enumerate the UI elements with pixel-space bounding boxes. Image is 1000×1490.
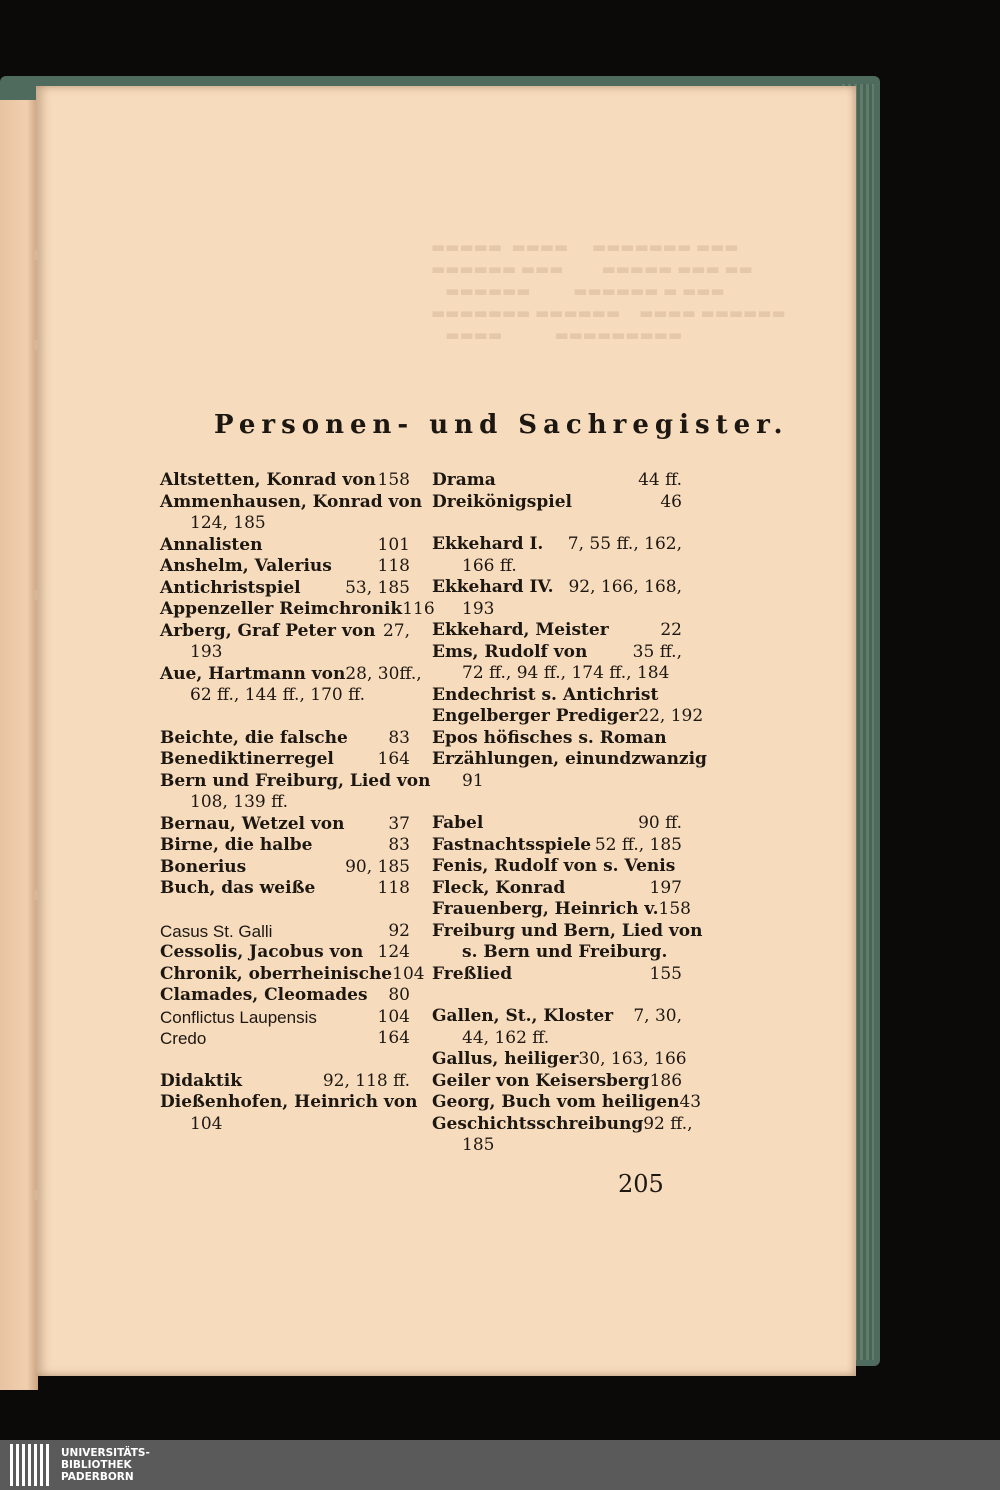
index-page-ref: 43 bbox=[679, 1092, 702, 1112]
index-entry-line bbox=[432, 706, 704, 728]
index-entry bbox=[432, 1092, 702, 1114]
section-gap bbox=[432, 513, 682, 534]
index-page-ref: 28, 30ff., bbox=[345, 663, 422, 684]
index-entry-line bbox=[160, 1071, 410, 1093]
index-entry-line bbox=[160, 963, 425, 986]
index-entry bbox=[160, 857, 410, 879]
binding-stitch bbox=[34, 590, 38, 600]
index-term: Ekkehard IV. bbox=[432, 577, 554, 597]
index-page-ref: 53, 185 bbox=[345, 577, 410, 598]
index-term: Casus St. Galli bbox=[160, 921, 273, 941]
index-page-ref: 124, 185 bbox=[190, 513, 266, 533]
index-page-ref: 104 bbox=[377, 1006, 410, 1027]
index-page-ref: 164 bbox=[377, 1028, 410, 1048]
index-entry bbox=[160, 749, 410, 771]
index-entry bbox=[432, 835, 682, 857]
index-term: Erzählungen, einundzwanzig bbox=[432, 749, 707, 769]
index-term: Ekkehard, Meister bbox=[432, 620, 609, 640]
index-page-ref: 44 ff. bbox=[638, 470, 682, 490]
index-page-ref: 22, 192 bbox=[638, 706, 704, 726]
binding-stitch bbox=[34, 340, 38, 350]
index-term: Epos höfisches s. Roman bbox=[432, 727, 667, 748]
index-entry-line bbox=[160, 1114, 410, 1136]
index-entry bbox=[432, 878, 682, 900]
index-term: Fastnachtsspiele bbox=[432, 834, 592, 855]
index-page-ref: 27, bbox=[382, 620, 410, 641]
index-entry bbox=[432, 1071, 682, 1093]
index-entry bbox=[432, 964, 682, 986]
page-number: 205 bbox=[618, 1170, 664, 1198]
index-entry-line bbox=[432, 642, 682, 664]
index-term: Fabel bbox=[432, 813, 484, 833]
index-entry-line bbox=[432, 685, 682, 707]
index-page-ref: 7, 30, bbox=[633, 1006, 682, 1026]
index-page-ref: 193 bbox=[190, 642, 223, 662]
index-entry-line bbox=[160, 685, 410, 707]
library-footer bbox=[0, 1440, 1000, 1490]
index-page-ref: 90, 185 bbox=[345, 856, 410, 877]
index-term: Anshelm, Valerius bbox=[160, 556, 332, 576]
index-entry-line bbox=[432, 920, 703, 943]
index-entry bbox=[432, 749, 707, 792]
index-page-ref: 158 bbox=[658, 899, 691, 919]
index-page-ref: 185 bbox=[462, 1135, 495, 1155]
index-term: Bern und Freiburg, Lied von bbox=[160, 770, 431, 791]
index-entry-line bbox=[432, 856, 682, 878]
index-entry-line bbox=[432, 942, 682, 964]
library-name-line: PADERBORN bbox=[61, 1471, 134, 1483]
index-entry-line bbox=[160, 728, 410, 750]
index-page-ref: 155 bbox=[649, 963, 682, 984]
index-entry-line bbox=[432, 771, 682, 793]
index-page-ref: 92 ff., bbox=[643, 1113, 693, 1134]
index-term: Endechrist s. Antichrist bbox=[432, 684, 659, 705]
index-entry-line bbox=[432, 534, 682, 556]
index-entry bbox=[160, 963, 425, 986]
index-term: Annalisten bbox=[160, 534, 263, 555]
index-entry bbox=[160, 835, 410, 857]
index-page-ref: 118 bbox=[377, 878, 410, 898]
index-entry-line bbox=[432, 835, 682, 857]
index-entry-line bbox=[432, 728, 682, 750]
index-entry-line bbox=[160, 599, 435, 621]
show-through-text: ▬▬▬▬▬ ▬▬▬▬ ▬▬▬▬▬▬▬ ▬▬▬ ▬▬▬▬▬▬ ▬▬▬ ▬▬▬▬▬ ▬▬▬ ▬▬ ▬▬▬▬▬▬ ▬▬▬▬▬▬ ▬ ▬▬▬ ▬▬▬▬▬▬▬ ▬▬▬▬▬▬ ▬▬▬▬ ▬▬▬▬▬▬ ▬▬▬▬ ▬▬▬▬▬▬▬▬▬ bbox=[431, 238, 786, 344]
index-entry bbox=[432, 577, 682, 620]
index-entry-line bbox=[432, 577, 682, 599]
index-page-ref: 22 bbox=[660, 620, 682, 640]
index-term: Frauenberg, Heinrich v. bbox=[432, 899, 659, 919]
index-term: Benediktinerregel bbox=[160, 749, 334, 769]
section-gap bbox=[160, 707, 410, 728]
index-entry-line bbox=[432, 1006, 682, 1028]
index-entry-line bbox=[432, 878, 682, 900]
index-entry bbox=[160, 878, 410, 900]
section-gap bbox=[160, 900, 410, 921]
index-term: Beichte, die falsche bbox=[160, 727, 348, 748]
index-page-ref: 186 bbox=[649, 1070, 683, 1091]
index-term: Freiburg und Bern, Lied von bbox=[432, 920, 703, 941]
index-page-ref: 118 bbox=[377, 556, 410, 576]
section-gap bbox=[432, 985, 682, 1006]
index-page-ref: 164 bbox=[377, 749, 410, 769]
index-entry-line bbox=[160, 792, 410, 814]
index-term: Dreikönigspiel bbox=[432, 491, 572, 512]
index-entry bbox=[160, 1092, 418, 1135]
index-page-ref: 80 bbox=[388, 985, 410, 1005]
index-term: Altstetten, Konrad von bbox=[160, 470, 376, 490]
index-entry bbox=[432, 470, 682, 492]
index-term: Geschichtsschreibung bbox=[432, 1113, 644, 1134]
index-entry bbox=[160, 663, 422, 707]
index-term: s. Bern und Freiburg. bbox=[462, 942, 668, 962]
index-entry bbox=[160, 470, 410, 492]
index-entry-line bbox=[432, 1028, 682, 1050]
index-page-ref: 197 bbox=[649, 877, 682, 898]
index-entry-line bbox=[160, 491, 423, 514]
index-entry-line bbox=[160, 513, 410, 535]
index-term: Fenis, Rudolf von s. Venis bbox=[432, 856, 676, 876]
index-page-ref: 108, 139 ff. bbox=[190, 792, 288, 812]
library-name-line: BIBLIOTHEK bbox=[61, 1459, 132, 1471]
index-page-ref: 124 bbox=[377, 942, 410, 962]
index-entry bbox=[160, 1007, 410, 1029]
index-entry bbox=[432, 856, 682, 878]
index-entry bbox=[160, 578, 410, 600]
index-entry bbox=[432, 706, 704, 728]
index-page-ref: 193 bbox=[462, 598, 495, 619]
index-page-ref: 92, 166, 168, bbox=[568, 577, 682, 597]
index-entry-line bbox=[432, 813, 682, 835]
index-entry-line bbox=[432, 1135, 682, 1157]
index-column-left bbox=[160, 470, 435, 1135]
index-entry bbox=[432, 620, 682, 642]
index-page-ref: 44, 162 ff. bbox=[462, 1027, 550, 1048]
index-entry-line bbox=[160, 835, 410, 857]
index-entry-line bbox=[160, 770, 431, 793]
index-entry bbox=[432, 728, 682, 750]
index-entry-line bbox=[432, 599, 682, 621]
index-entry bbox=[160, 599, 435, 621]
section-gap bbox=[432, 792, 682, 813]
index-entry-line bbox=[160, 621, 410, 643]
index-page-ref: 35 ff., bbox=[632, 641, 682, 662]
index-entry-line bbox=[160, 1007, 410, 1029]
index-entry-line bbox=[432, 1092, 702, 1114]
index-page-ref: 7, 55 ff., 162, bbox=[567, 534, 682, 554]
index-page-ref: 158 bbox=[377, 470, 410, 490]
index-term: Dießenhofen, Heinrich von bbox=[160, 1092, 418, 1112]
facing-page-edge bbox=[0, 100, 38, 1390]
index-term: Buch, das weiße bbox=[160, 878, 316, 898]
library-name-line: UNIVERSITÄTS- bbox=[61, 1447, 150, 1459]
index-entry-line bbox=[432, 964, 682, 986]
index-term: Drama bbox=[432, 470, 496, 490]
index-entry-line bbox=[160, 814, 410, 836]
index-term: Clamades, Cleomades bbox=[160, 985, 368, 1005]
index-entry bbox=[160, 921, 410, 943]
index-page-ref: 46 bbox=[660, 491, 682, 512]
index-entry-line bbox=[432, 663, 682, 685]
index-term: Gallen, St., Kloster bbox=[432, 1006, 614, 1026]
index-term: Cessolis, Jacobus von bbox=[160, 942, 364, 962]
index-entry bbox=[432, 1113, 693, 1157]
index-page-ref: 92, 118 ff. bbox=[322, 1070, 410, 1091]
index-term: Gallus, heiliger bbox=[432, 1049, 579, 1069]
index-term: Ekkehard I. bbox=[432, 534, 544, 554]
index-entry bbox=[160, 728, 410, 750]
index-term: Freßlied bbox=[432, 963, 513, 984]
index-page-ref: 72 ff., 94 ff., 174 ff., 184 bbox=[462, 663, 670, 683]
index-term: Arberg, Graf Peter von bbox=[160, 620, 376, 641]
index-term: Birne, die halbe bbox=[160, 835, 313, 855]
index-entry-line bbox=[432, 620, 682, 642]
index-entry-line bbox=[160, 556, 410, 578]
index-entry-line bbox=[160, 878, 410, 900]
index-entry bbox=[160, 814, 410, 836]
index-entry bbox=[432, 1049, 687, 1071]
index-page-ref: 166 ff. bbox=[462, 555, 517, 576]
index-entry bbox=[160, 1071, 410, 1093]
binding-stitch bbox=[34, 1190, 38, 1200]
index-entry bbox=[160, 1028, 410, 1050]
index-term: Engelberger Prediger bbox=[432, 706, 639, 726]
index-entry bbox=[432, 642, 682, 685]
index-term: Antichristspiel bbox=[160, 577, 301, 598]
index-page-ref: 101 bbox=[377, 534, 410, 555]
index-page-ref: 104 bbox=[392, 963, 425, 984]
index-entry bbox=[432, 492, 682, 514]
page-title: Personen- und Sachregister. bbox=[214, 410, 789, 440]
index-page-ref: 92 bbox=[388, 920, 410, 941]
index-entry bbox=[432, 1006, 682, 1049]
index-page-ref: 104 bbox=[190, 1113, 223, 1134]
index-entry bbox=[160, 942, 410, 964]
index-entry bbox=[160, 535, 410, 557]
index-page-ref: 90 ff. bbox=[638, 813, 682, 833]
index-page-ref: 30, 163, 166 bbox=[578, 1049, 687, 1069]
index-entry-line bbox=[160, 857, 410, 879]
binding-stitch bbox=[34, 250, 38, 260]
index-entry-line bbox=[432, 899, 691, 921]
index-entry-line bbox=[160, 985, 410, 1007]
index-entry bbox=[160, 770, 431, 814]
index-entry-line bbox=[160, 663, 422, 686]
index-entry-line bbox=[432, 1113, 693, 1136]
index-entry-line bbox=[432, 492, 682, 514]
index-term: Ems, Rudolf von bbox=[432, 641, 588, 662]
index-term: Conflictus Laupensis bbox=[160, 1007, 317, 1027]
index-entry bbox=[160, 491, 423, 535]
index-entry-line bbox=[160, 578, 410, 600]
index-page-ref: 62 ff., 144 ff., 170 ff. bbox=[190, 685, 365, 705]
index-entry-line bbox=[160, 749, 410, 771]
index-entry bbox=[160, 985, 410, 1007]
index-page-ref: 91 bbox=[462, 770, 484, 791]
section-gap bbox=[160, 1050, 410, 1071]
index-column-right bbox=[432, 470, 707, 1157]
index-term: Ammenhausen, Konrad von bbox=[160, 491, 423, 512]
index-term: Didaktik bbox=[160, 1070, 242, 1091]
index-entry-line bbox=[160, 921, 410, 943]
index-entry bbox=[432, 813, 682, 835]
index-entry bbox=[432, 534, 682, 577]
index-term: Bernau, Wetzel von bbox=[160, 813, 345, 834]
index-page-ref: 52 ff., 185 bbox=[594, 834, 682, 855]
index-term: Chronik, oberrheinische bbox=[160, 963, 393, 984]
index-page-ref: 83 bbox=[388, 835, 410, 855]
index-entry-line bbox=[160, 942, 410, 964]
index-entry-line bbox=[160, 535, 410, 557]
index-entry-line bbox=[432, 1071, 682, 1093]
index-entry bbox=[432, 899, 691, 921]
index-term: Georg, Buch vom heiligen bbox=[432, 1092, 680, 1112]
library-logo-icon bbox=[10, 1444, 49, 1486]
index-entry-line bbox=[432, 470, 682, 492]
index-entry bbox=[160, 621, 410, 664]
index-term: Appenzeller Reimchronik bbox=[160, 599, 403, 619]
index-page-ref: 116 bbox=[402, 599, 435, 619]
index-page-ref: 37 bbox=[388, 813, 410, 834]
index-entry-line bbox=[160, 1028, 410, 1050]
index-entry-line bbox=[160, 470, 410, 492]
index-entry-line bbox=[432, 556, 682, 578]
index-term: Aue, Hartmann von bbox=[160, 663, 346, 684]
index-term: Bonerius bbox=[160, 856, 247, 877]
index-entry bbox=[160, 556, 410, 578]
index-term: Geiler von Keisersberg bbox=[432, 1070, 650, 1091]
index-entry-line bbox=[432, 749, 707, 771]
index-entry bbox=[432, 920, 703, 964]
index-term: Fleck, Konrad bbox=[432, 877, 566, 898]
binding-stitch bbox=[34, 890, 38, 900]
index-page-ref: 83 bbox=[388, 727, 410, 748]
index-entry bbox=[432, 685, 682, 707]
index-entry-line bbox=[160, 642, 410, 664]
index-entry-line bbox=[160, 1092, 418, 1114]
index-term: Credo bbox=[160, 1029, 207, 1048]
index-entry-line bbox=[432, 1049, 687, 1071]
library-name bbox=[61, 1447, 150, 1483]
